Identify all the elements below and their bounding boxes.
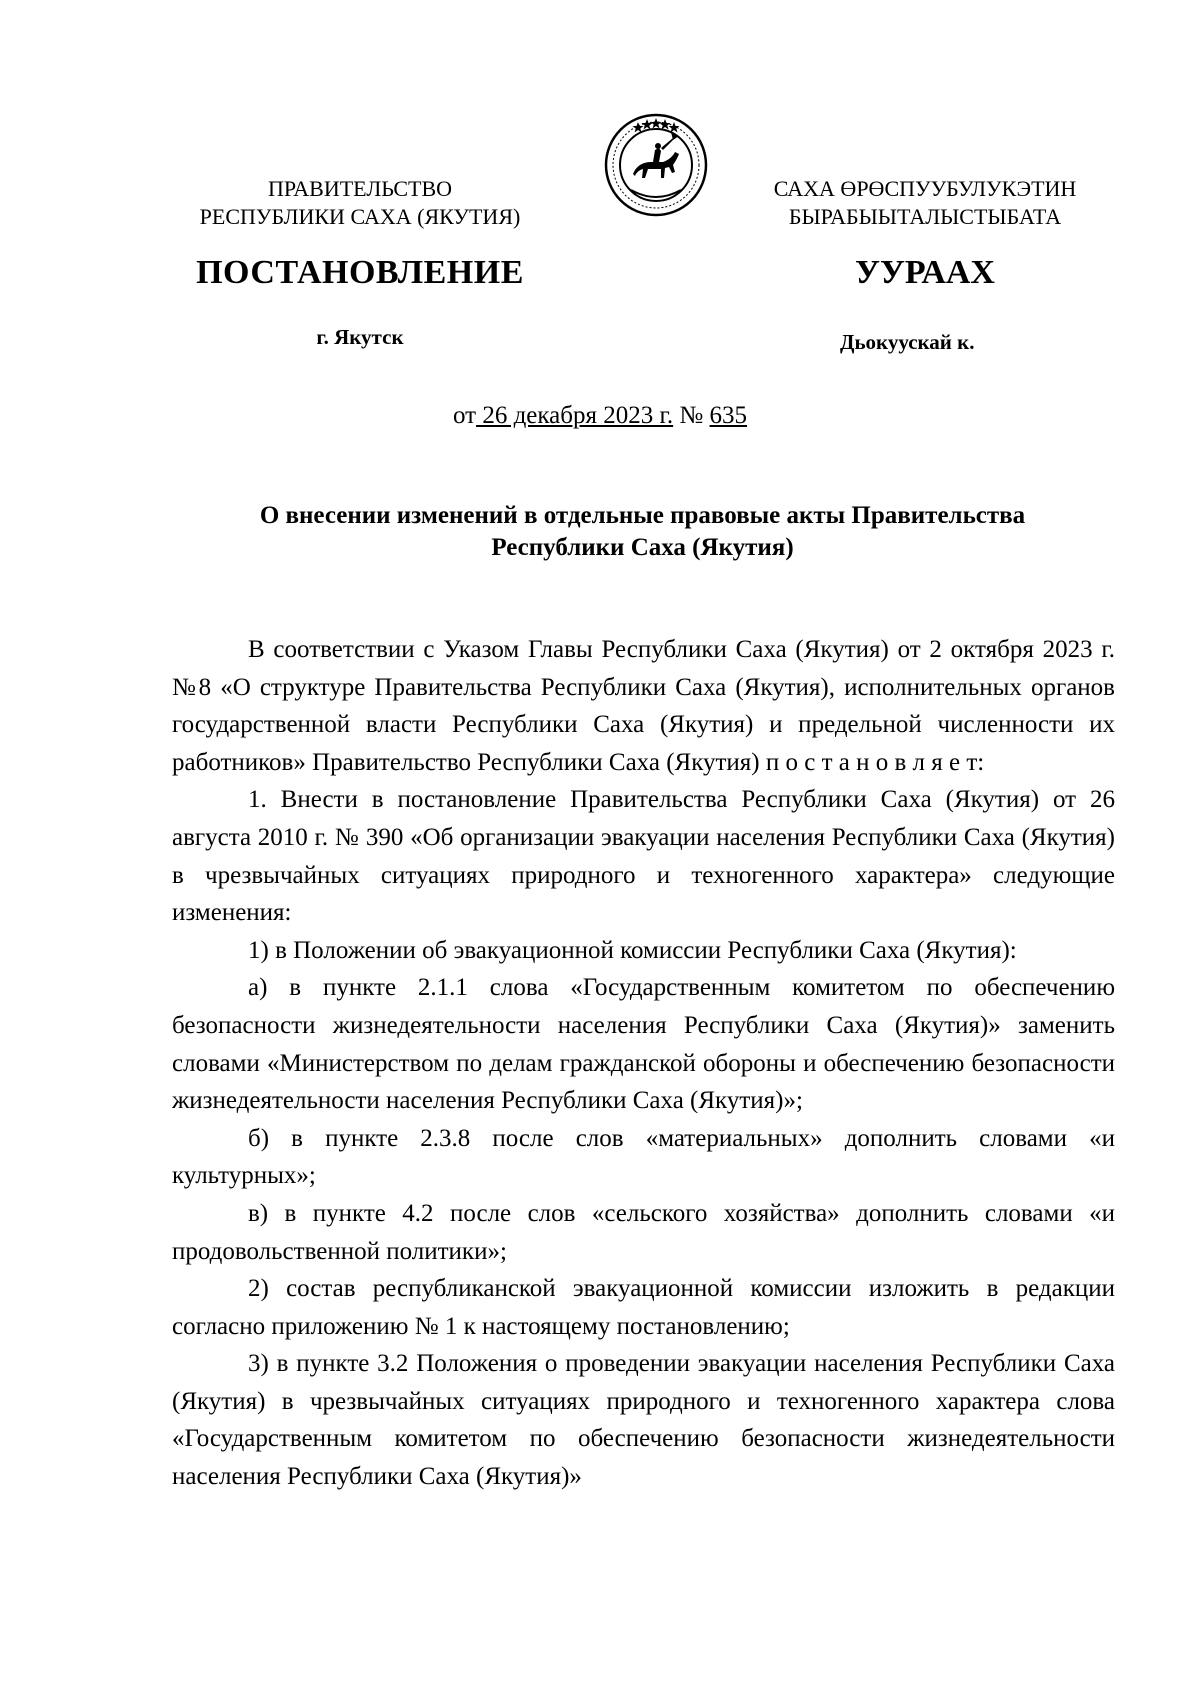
title-line1: О внесении изменений в отдельные правовые акты Правительства	[259, 502, 1026, 529]
title-line2: Республики Саха (Якутия)	[491, 534, 794, 561]
header-right-line1: САХА ӨРӨСПУУБУЛУКЭТИН	[773, 176, 1077, 201]
city-sakha: Дьокуускай к.	[840, 330, 975, 354]
paragraph: 1. Внести в постановление Правительства Республики Саха (Якутия) от 26 августа 2010 г. № 390 «Об организации эвакуации населения Республики Саха (Якутия) в чрезвычайных ситуациях природного и техногенного характера» следующие изменения:	[172, 786, 1115, 927]
date-number-line	[0, 402, 1200, 430]
doc-kind-ru: ПОСТАНОВЛЕНИЕ	[196, 254, 524, 291]
header-left-line2: РЕСПУБЛИКИ САХА (ЯКУТИЯ)	[199, 204, 521, 229]
document-title	[170, 500, 1115, 564]
document-number: 635	[709, 402, 748, 429]
paragraph: б) в пункте 2.3.8 после слов «материальных» дополнить словами «и культурных»;	[172, 1124, 1115, 1190]
paragraph: В соответствии с Указом Главы Республики Саха (Якутия) от 2 октября 2023 г. №8 «О структуре Правительства Республики Саха (Якутия), исполнительных органов государственной власти Республики Саха (Якутия) и предельной численности их работников» Правительство Республики Саха (Якутия) п о с т а н о в л я е т:	[172, 636, 1115, 776]
paragraph: а) в пункте 2.1.1 слова «Государственным комитетом по обеспечению безопасности жизнедеятельности населения Республики Саха (Якутия)» заменить словами «Министерством по делам гражданской обороны и обеспечению безопасности жизнедеятельности населения Республики Саха (Якутия)»;	[172, 974, 1115, 1115]
number-label: №	[673, 402, 710, 429]
city-ru: г. Якутск	[316, 325, 404, 349]
header-left-ru	[170, 175, 550, 231]
paragraph: в) в пункте 4.2 после слов «сельского хозяйства» дополнить словами «и продовольственной политики»;	[172, 1199, 1115, 1265]
date-prefix: от	[452, 402, 477, 429]
coat-of-arms-emblem	[603, 112, 709, 218]
paragraph: 1) в Положении об эвакуационной комиссии Республики Саха (Якутия):	[248, 936, 1017, 964]
paragraph: 3) в пункте 3.2 Положения о проведении эвакуации населения Республики Саха (Якутия) в чрезвычайных ситуациях природного и техногенного характера слова «Государственным комитетом по обеспечению безопасности жизнедеятельности населения Республики Саха (Якутия)»	[172, 1350, 1115, 1491]
document-body	[172, 631, 1115, 1496]
header-right-sakha	[735, 175, 1115, 231]
header-right-line2: БЫРАБЫЫТАЛЫСТЫБАТА	[788, 204, 1062, 229]
paragraph: 2) состав республиканской эвакуационной комиссии изложить в редакции согласно приложению № 1 к настоящему постановлению;	[172, 1275, 1115, 1340]
header-left-line1: ПРАВИТЕЛЬСТВО	[267, 176, 453, 201]
document-date: 26 декабря 2023 г.	[476, 402, 674, 429]
doc-kind-sakha: УУРААХ	[855, 254, 995, 291]
